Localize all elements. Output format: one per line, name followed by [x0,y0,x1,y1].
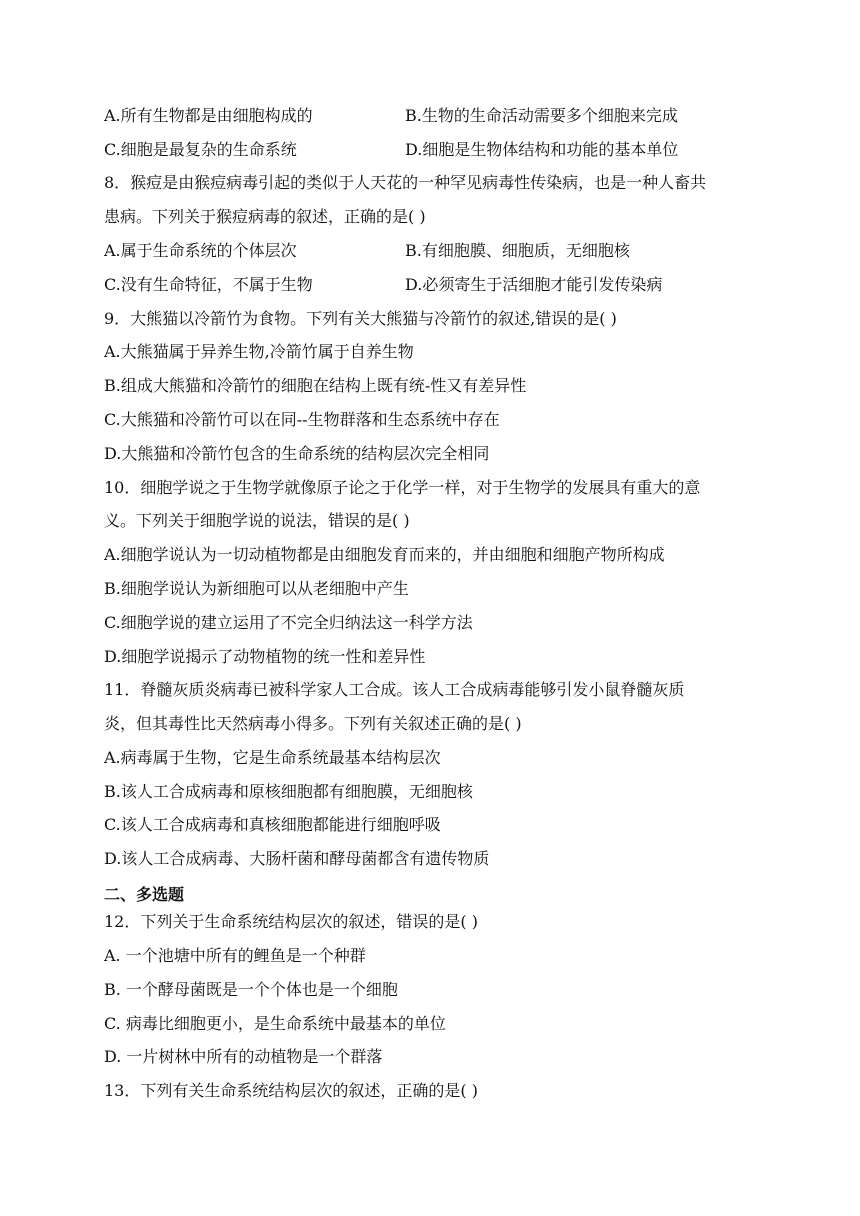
q11-option-b: B.该人工合成病毒和原核细胞都有细胞膜，无细胞核 [104,782,473,801]
q11-option-c: C.该人工合成病毒和真核细胞都能进行细胞呼吸 [104,815,441,834]
q9-option-c: C.大熊猫和冷箭竹可以在同--生物群落和生态系统中存在 [104,410,500,429]
q7-option-c: C.细胞是最复杂的生命系统 [104,140,297,159]
q9-stem: 9．大熊猫以冷箭竹为食物。下列有关大熊猫与冷箭竹的叙述,错误的是( ) [104,309,617,328]
q11-stem-line-1: 11．脊髓灰质炎病毒已被科学家人工合成。该人工合成病毒能够引发小鼠脊髓灰质 [104,680,685,699]
q12-option-c: C. 病毒比细胞更小，是生命系统中最基本的单位 [104,1014,446,1033]
q11-option-a: A.病毒属于生物，它是生命系统最基本结构层次 [104,748,441,767]
q9-option-d: D.大熊猫和冷箭竹包含的生命系统的结构层次完全相同 [104,444,490,463]
q7-option-b: B.生物的生命活动需要多个细胞来完成 [405,106,678,125]
q9-option-b: B.组成大熊猫和冷箭竹的细胞在结构上既有统-性又有差异性 [104,376,527,395]
q8-option-c: C.没有生命特征，不属于生物 [104,275,313,294]
q8-option-a: A.属于生命系统的个体层次 [104,241,297,260]
q8-options-row-2 [104,274,764,296]
q10-option-a: A.细胞学说认为一切动植物都是由细胞发育而来的，并由细胞和细胞产物所构成 [104,545,665,564]
q8-option-d: D.必须寄生于活细胞才能引发传染病 [405,275,663,294]
q10-option-c: C.细胞学说的建立运用了不完全归纳法这一科学方法 [104,613,473,632]
q12-stem: 12．下列关于生命系统结构层次的叙述，错误的是( ) [104,912,478,931]
q7-options-row-1 [104,105,764,127]
q9-option-a: A.大熊猫属于异养生物,冷箭竹属于自养生物 [104,342,414,361]
q7-option-d: D.细胞是生物体结构和功能的基本单位 [405,140,679,159]
q8-stem-line-2: 患病。下列关于猴痘病毒的叙述，正确的是( ) [104,207,426,226]
q8-stem-line-1: 8．猴痘是由猴痘病毒引起的类似于人天花的一种罕见病毒性传染病，也是一种人畜共 [104,173,707,192]
q10-option-d: D.细胞学说揭示了动物植物的统一性和差异性 [104,647,426,666]
q8-options-row-1 [104,240,764,262]
q11-option-d: D.该人工合成病毒、大肠杆菌和酵母菌都含有遗传物质 [104,849,490,868]
q11-stem-line-2: 炎，但其毒性比天然病毒小得多。下列有关叙述正确的是( ) [104,714,522,733]
q12-option-a: A. 一个池塘中所有的鲤鱼是一个种群 [104,946,366,965]
q7-options-row-2 [104,139,764,161]
q12-option-b: B. 一个酵母菌既是一个个体也是一个细胞 [104,980,398,999]
q10-stem-line-1: 10．细胞学说之于生物学就像原子论之于化学一样，对于生物学的发展具有重大的意 [104,478,701,497]
q10-stem-line-2: 义。下列关于细胞学说的说法，错误的是( ) [104,511,410,530]
q7-option-a: A.所有生物都是由细胞构成的 [104,106,313,125]
q8-option-b: B.有细胞膜、细胞质，无细胞核 [405,241,630,260]
q10-option-b: B.细胞学说认为新细胞可以从老细胞中产生 [104,579,409,598]
q13-stem: 13．下列有关生命系统结构层次的叙述，正确的是( ) [104,1081,478,1100]
section-heading-multiple-choice: 二、多选题 [104,885,185,904]
q12-option-d: D. 一片树林中所有的动植物是一个群落 [104,1047,383,1066]
